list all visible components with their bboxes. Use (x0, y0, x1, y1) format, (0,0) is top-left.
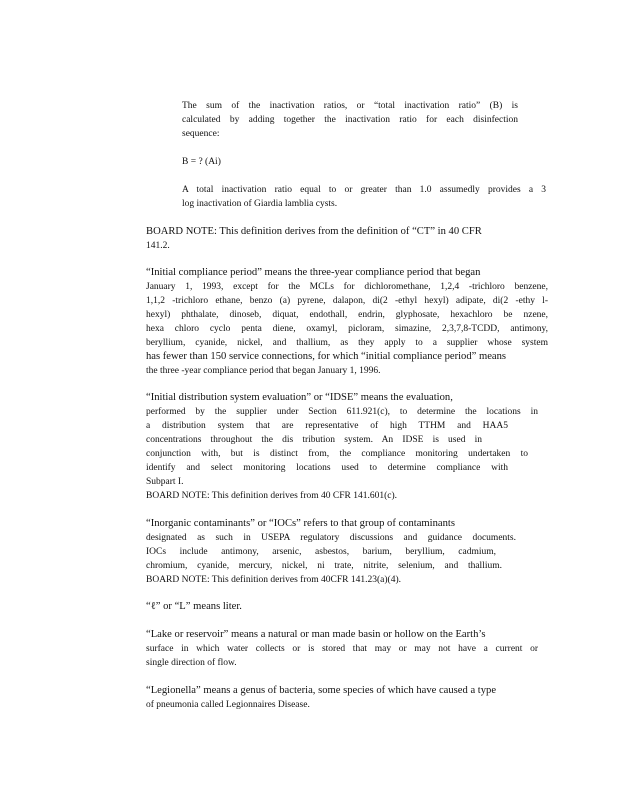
definition-heading: “Initial distribution system evaluation” or “IDSE” means the evaluation, (146, 392, 453, 403)
text-line: of pneumonia called Legionnaires Disease. (146, 700, 310, 710)
text-line: performed by the supplier under Section 611.921(c), to determine the locations in (146, 407, 538, 417)
text-line: beryllium, cyanide, nickel, and thallium, as they apply to a supplier whose system (146, 338, 548, 348)
board-note: BOARD NOTE: This definition derives from 40 CFR 141.601(c). (146, 491, 398, 501)
legionella-paragraph (146, 684, 542, 712)
text-line: the three -year compliance period that began January 1, 1996. (146, 366, 381, 376)
text-line: concentrations throughout the dis tribution system. An IDSE is used in (146, 435, 482, 445)
text-line: calculated by adding together the inactivation ratio for each disinfection (182, 115, 518, 125)
board-note-ct (146, 225, 532, 253)
text-line: BOARD NOTE: This definition derives from the definition of “CT” in 40 CFR (146, 226, 482, 237)
text-line: January 1, 1993, except for the MCLs for dichloromethane, 1,2,4 -trichloro benzene, (146, 282, 548, 292)
definition-heading: “Lake or reservoir” means a natural or man made basin or hollow on the Earth’s (146, 629, 486, 640)
board-note: BOARD NOTE: This definition derives from 40CFR 141.23(a)(4). (146, 575, 401, 585)
text-line: IOCs include antimony, arsenic, asbestos, barium, beryllium, cadmium, (146, 547, 496, 557)
liter-definition: “ℓ” or “L” means liter. (146, 601, 242, 612)
lake-paragraph (146, 628, 538, 670)
text-line: sequence: (182, 129, 220, 139)
text-line: single direction of flow. (146, 658, 237, 668)
text-line: identify and select monitoring locations used to determine compliance with (146, 463, 508, 473)
text-line: has fewer than 150 service connections, for which “initial compliance period” means (146, 351, 507, 362)
text-line: surface in which water collects or is stored that may or may not have a current or (146, 644, 538, 654)
text-line: hexa chloro cyclo penta diene, oxamyl, picloram, simazine, 2,3,7,8-TCDD, antimony, (146, 324, 548, 334)
inactivation-ratio-paragraph (182, 99, 518, 141)
text-line: chromium, cyanide, mercury, nickel, ni trate, nitrite, selenium, and thallium. (146, 561, 502, 571)
text-line: a distribution system that are representative of high TTHM and HAA5 (146, 421, 508, 431)
initial-compliance-paragraph (146, 266, 548, 378)
text-line: 1,1,2 -trichloro ethane, benzo (a) pyrene, dalapon, di(2 -ethyl hexyl) adipate, di(2 -ethy l- (146, 296, 548, 306)
idse-paragraph (146, 391, 538, 503)
text-line: The sum of the inactivation ratios, or “total inactivation ratio” (B) is (182, 101, 518, 111)
definition-heading: “Inorganic contaminants” or “IOCs” refers to that group of contaminants (146, 518, 455, 529)
text-line: hexyl) phthalate, dinoseb, diquat, endothall, endrin, glyphosate, hexachloro be nzene, (146, 310, 548, 320)
text-line: A total inactivation ratio equal to or greater than 1.0 assumedly provides a 3 (182, 185, 546, 195)
formula: B = ? (Ai) (182, 157, 221, 167)
total-ratio-paragraph (182, 183, 546, 211)
definition-heading: “Initial compliance period” means the three-year compliance period that began (146, 267, 481, 278)
text-line: log inactivation of Giardia lamblia cysts. (182, 199, 338, 209)
text-line: conjunction with, but is distinct from, the compliance monitoring undertaken to (146, 449, 528, 459)
text-line: Subpart I. (146, 477, 184, 487)
definition-heading: “Legionella” means a genus of bacteria, some species of which have caused a type (146, 685, 497, 696)
text-line: 141.2. (146, 241, 170, 251)
iocs-paragraph (146, 517, 516, 587)
text-line: designated as such in USEPA regulatory discussions and guidance documents. (146, 533, 516, 543)
